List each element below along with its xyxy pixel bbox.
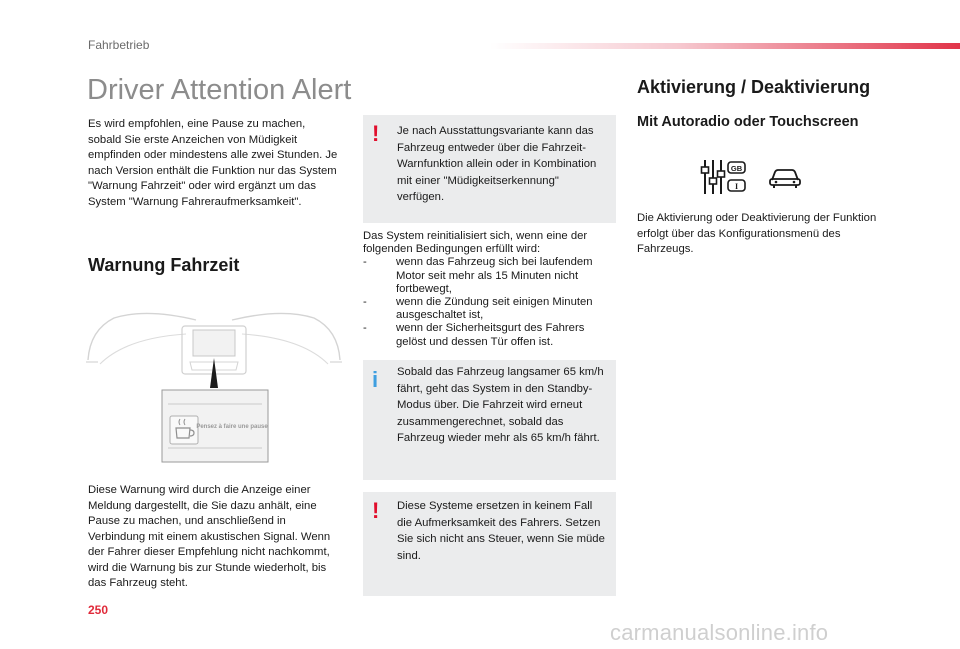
language-gb-label: GB <box>730 163 743 173</box>
radio-subheading: Mit Autoradio oder Touchscreen <box>637 114 859 130</box>
list-item <box>363 296 616 322</box>
intro-text: Es wird empfohlen, eine Pause zu machen, sobald Sie erste Anzeichen von Müdigkeit empfinden oder mindestens alle zwei Stunden. Je nach Version enthält die Funktion nur das System "Warnung Fahrzeit" oder wird ergänzt um das System "Warnung Fahreraufmerksamkeit". <box>88 118 338 208</box>
list-dash: - <box>363 296 367 309</box>
page-number: 250 <box>88 603 109 617</box>
watermark: carmanualsonline.info <box>610 620 829 645</box>
note-box-standby <box>363 360 616 480</box>
note-box-safety <box>363 492 616 596</box>
list-item-text: wenn der Sicherheitsgurt des Fahrers gelöst und dessen Tür offen ist. <box>396 322 585 348</box>
instrument-cluster-illustration <box>86 300 342 468</box>
car-icon <box>768 167 802 189</box>
info-i-label: I <box>734 181 739 191</box>
reinit-list <box>363 256 616 348</box>
note-box-variant <box>363 115 616 223</box>
list-item-text: wenn das Fahrzeug sich bei laufendem Motor seit mehr als 15 Minuten nicht fortbewegt, <box>396 256 593 295</box>
list-item <box>363 322 616 348</box>
info-icon: i <box>372 367 379 392</box>
cluster-message-text: Pensez à faire une pause <box>196 424 268 430</box>
list-dash: - <box>363 322 367 335</box>
list-item <box>363 256 616 296</box>
warning-exclamation-icon: ! <box>372 498 380 523</box>
warnung-text: Diese Warnung wird durch die Anzeige einer Meldung dargestellt, die Sie dazu anhält, eine Pause zu machen, und anschließend in Verbindung mit einem akustischen Signal. Wenn der Fahrer dieser Empfehlung nicht nachkommt, wird die Warnung bis zur Stunde wiederholt, bis das Fahrzeug steht. <box>88 484 331 589</box>
section-label: Fahrbetrieb <box>88 38 150 52</box>
list-item-text: wenn die Zündung seit einigen Minuten ausgeschaltet ist, <box>396 296 593 322</box>
warnung-heading: Warnung Fahrzeit <box>88 255 240 275</box>
activation-heading: Aktivierung / Deaktivierung <box>637 77 871 97</box>
list-dash: - <box>363 256 367 269</box>
page-title: Driver Attention Alert <box>87 74 352 106</box>
reinit-section <box>363 230 616 349</box>
settings-sliders-icon <box>700 158 748 198</box>
note-variant-text: Je nach Ausstattungsvariante kann das Fahrzeug entweder über die Fahrzeit-Warnfunktion allein oder in Kombination mit einer "Müdigkeitserkennung" verfügen. <box>397 125 597 203</box>
activation-text: Die Aktivierung oder Deaktivierung der Funktion erfolgt über das Konfigurationsmenü des Fahrzeugs. <box>637 212 877 255</box>
header-accent-bar <box>490 43 960 49</box>
reinit-lead: Das System reinitialisiert sich, wenn eine der folgenden Bedingungen erfüllt wird: <box>363 230 588 256</box>
warning-exclamation-icon: ! <box>372 121 380 146</box>
note-standby-text: Sobald das Fahrzeug langsamer 65 km/h fährt, geht das System in den Standby-Modus über. Die Fahrzeit wird erneut zusammengerechnet, sobald das Fahrzeug wieder mehr als 65 km/h fährt. <box>397 366 604 444</box>
note-safety-text: Diese Systeme ersetzen in keinem Fall die Aufmerksamkeit des Fahrers. Setzen Sie sich nicht ans Steuer, wenn Sie müde sind. <box>397 500 605 562</box>
